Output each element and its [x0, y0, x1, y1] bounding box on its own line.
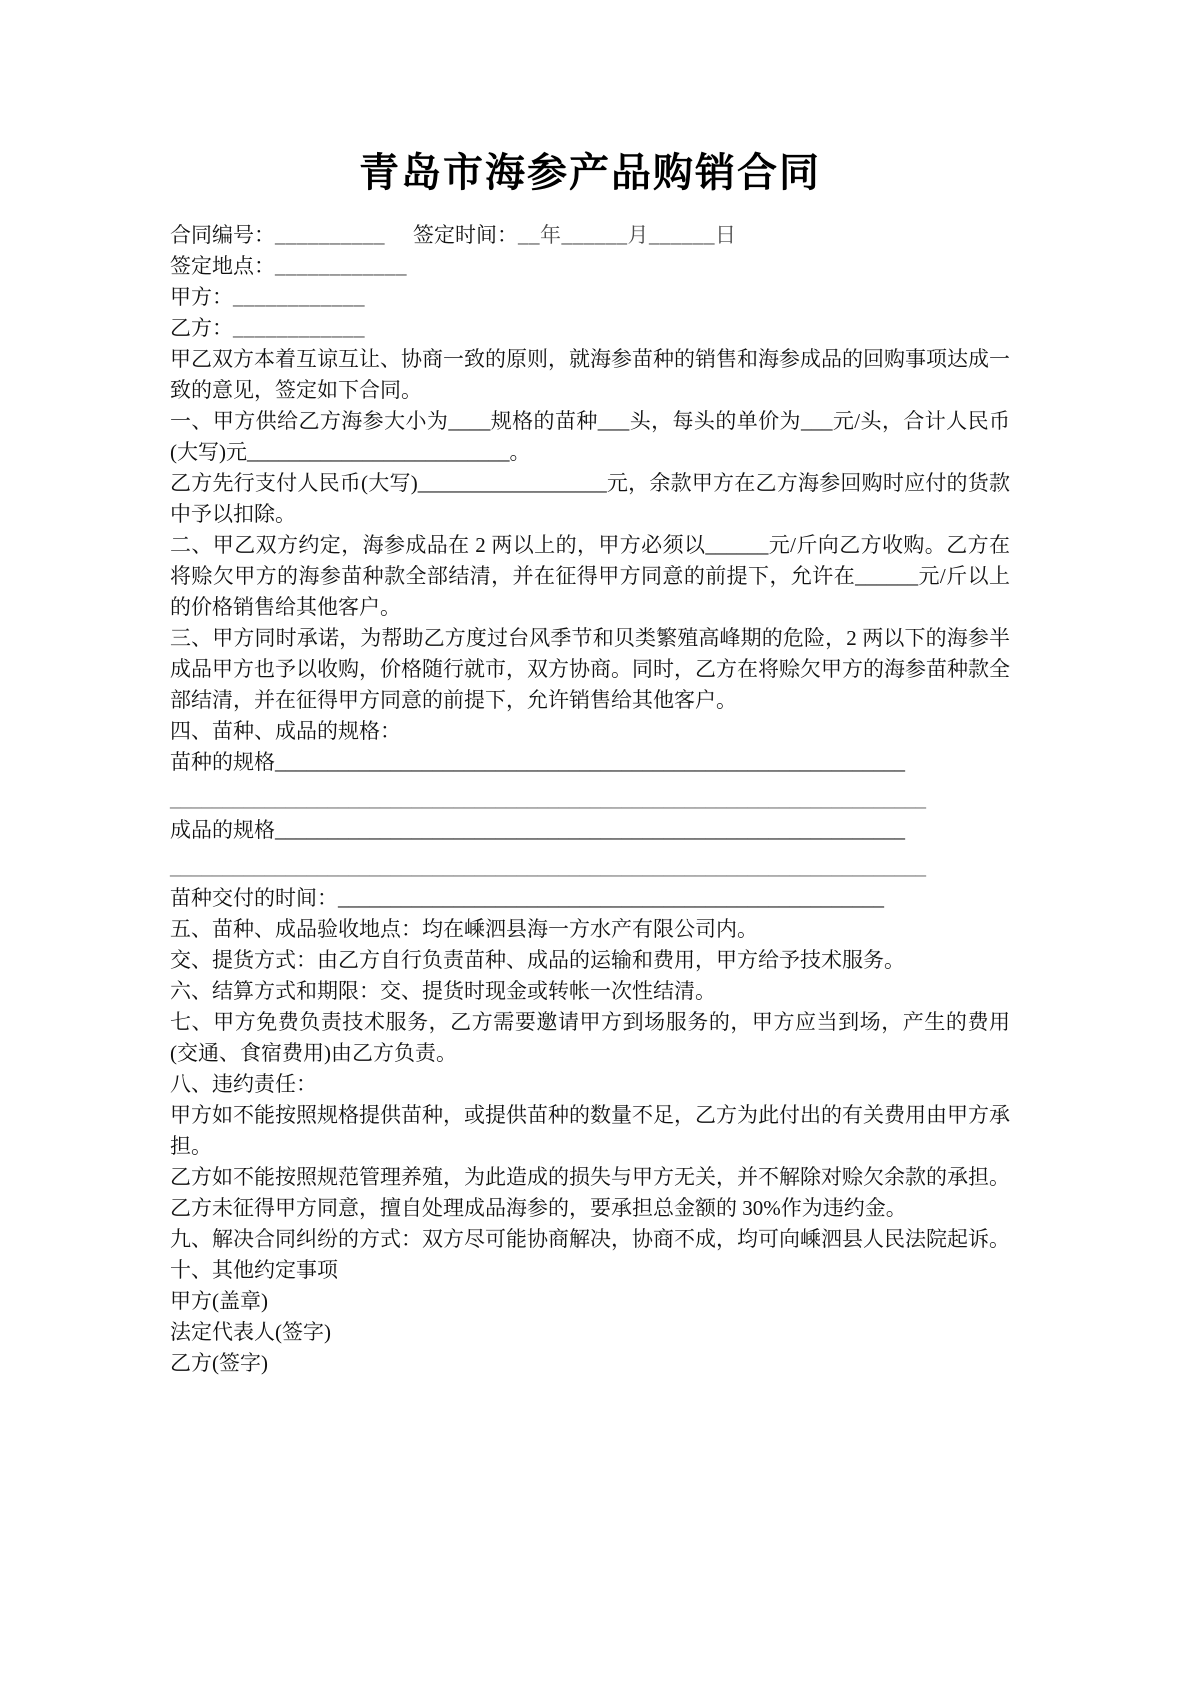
clause-6-settlement: 六、结算方式和期限：交、提货时现金或转帐一次性结清。 — [170, 979, 716, 1003]
clause-1-prepayment: 乙方先行支付人民币(大写)__________________元，余款甲方在乙方海参回购时应付的货款中予以扣除。 — [170, 471, 1010, 526]
spec-blank-line-2: ________________________________________________________________________ — [170, 855, 926, 879]
meta-line-contract-no-and-date — [170, 220, 1010, 251]
breach-party-a-line: 甲方如不能按照规格提供苗种，或提供苗种的数量不足，乙方为此付出的有关费用由甲方承担。 — [170, 1103, 1010, 1158]
clause-9-dispute: 九、解决合同纠纷的方式：双方尽可能协商解决，协商不成，均可向嵊泗县人民法院起诉。 — [170, 1227, 1010, 1251]
party-a-blank: ____________ — [233, 285, 365, 309]
contract-no-label: 合同编号： — [170, 223, 275, 247]
sign-time-label: 签定时间： — [413, 223, 518, 247]
clause-7-technical-service: 七、甲方免费负责技术服务，乙方需要邀请甲方到场服务的，甲方应当到场，产生的费用(交通、食宿费用)由乙方负责。 — [170, 1010, 1010, 1065]
party-b-label: 乙方： — [170, 316, 233, 340]
seed-spec-line: 苗种的规格____________________________________________________________ — [170, 750, 905, 774]
product-spec-line: 成品的规格____________________________________________________________ — [170, 818, 905, 842]
party-b-blank: ____________ — [233, 316, 365, 340]
sign-place-blank: ____________ — [275, 254, 407, 278]
clause-2-repurchase: 二、甲乙双方约定，海参成品在 2 两以上的，甲方必须以______元/斤向乙方收购。乙方在将赊欠甲方的海参苗种款全部结清，并在征得甲方同意的前提下，允许在______元/斤以上的价格销售给其他客户。 — [170, 533, 1010, 619]
sign-time-blank: __年______月______日 — [518, 223, 737, 247]
signature-party-a-seal: 甲方(盖章) — [170, 1289, 268, 1313]
breach-party-b-line-1: 乙方如不能按照规范管理养殖，为此造成的损失与甲方无关，并不解除对赊欠余款的承担。 — [170, 1165, 1010, 1189]
party-a-label: 甲方： — [170, 285, 233, 309]
document-content — [170, 150, 1010, 1379]
clause-3-commitment: 三、甲方同时承诺，为帮助乙方度过台风季节和贝类繁殖高峰期的危险，2 两以下的海参半成品甲方也予以收购，价格随行就市，双方协商。同时，乙方在将赊欠甲方的海参苗种款全部结清，并在征得甲方同意的前提下，允许销售给其他客户。 — [170, 626, 1010, 712]
signature-legal-rep: 法定代表人(签字) — [170, 1320, 331, 1344]
contract-no-blank: __________ — [275, 223, 385, 247]
clause-4-spec-heading: 四、苗种、成品的规格： — [170, 719, 401, 743]
meta-line-party-b — [170, 313, 1010, 344]
clause-10-other: 十、其他约定事项 — [170, 1258, 338, 1282]
delivery-method-line: 交、提货方式：由乙方自行负责苗种、成品的运输和费用，甲方给予技术服务。 — [170, 948, 905, 972]
clause-8-breach-heading: 八、违约责任： — [170, 1072, 317, 1096]
document-title: 青岛市海参产品购销合同 — [359, 150, 821, 195]
spec-blank-line-1: ________________________________________________________________________ — [170, 787, 926, 811]
meta-line-party-a — [170, 282, 1010, 313]
clause-1-supply: 一、甲方供给乙方海参大小为____规格的苗种___头，每头的单价为___元/头，合计人民币(大写)元_________________________。 — [170, 409, 1010, 464]
clause-5-acceptance-location: 五、苗种、成品验收地点：均在嵊泗县海一方水产有限公司内。 — [170, 917, 758, 941]
meta-line-sign-place — [170, 251, 1010, 282]
sign-place-label: 签定地点： — [170, 254, 275, 278]
preamble-paragraph: 甲乙双方本着互谅互让、协商一致的原则，就海参苗种的销售和海参成品的回购事项达成一致的意见，签定如下合同。 — [170, 347, 1010, 402]
seed-delivery-time-line: 苗种交付的时间：____________________________________________________ — [170, 886, 884, 910]
signature-party-b: 乙方(签字) — [170, 1351, 268, 1375]
breach-party-b-line-2: 乙方未征得甲方同意，擅自处理成品海参的，要承担总金额的 30%作为违约金。 — [170, 1196, 907, 1220]
